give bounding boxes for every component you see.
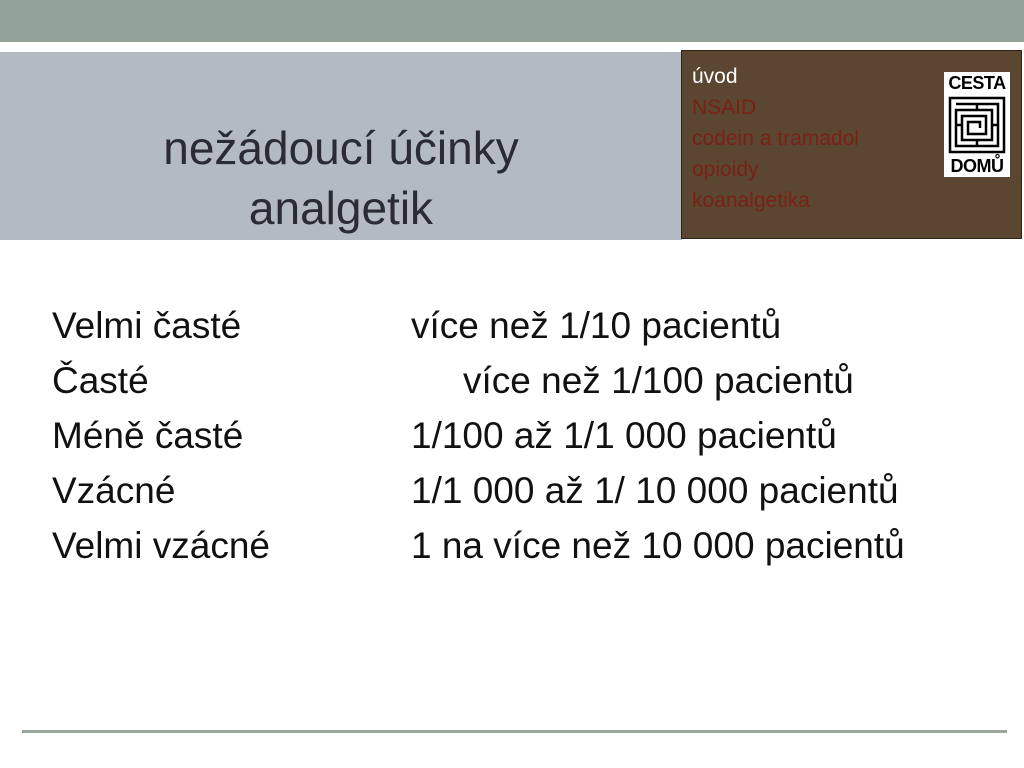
cesta-domu-logo	[944, 72, 1010, 177]
slide-title-line-1: nežádoucí účinky	[163, 122, 519, 174]
frequency-value: 1 na více než 10 000 pacientů	[411, 525, 905, 566]
frequency-value: více než 1/10 pacientů	[411, 305, 782, 346]
navigation-list	[692, 61, 859, 216]
frequency-value: 1/100 až 1/1 000 pacientů	[411, 415, 837, 456]
frequency-label: Vzácné	[52, 470, 176, 511]
navigation-panel	[681, 50, 1022, 239]
frequency-value: 1/1 000 až 1/ 10 000 pacientů	[411, 470, 899, 511]
nav-item-nsaid[interactable]: NSAID	[692, 96, 757, 119]
slide-title-line-2: analgetik	[248, 182, 434, 234]
nav-item-uvod[interactable]: úvod	[692, 65, 738, 88]
nav-item-opioidy[interactable]: opioidy	[692, 158, 759, 181]
frequency-label: Méně časté	[52, 415, 244, 456]
frequency-label: Velmi časté	[52, 305, 242, 346]
frequency-label: Časté	[52, 360, 149, 401]
frequency-value: více než 1/100 pacientů	[463, 360, 854, 401]
top-bar	[0, 0, 1024, 42]
footer-divider	[22, 730, 1007, 733]
nav-item-koanalgetika[interactable]: koanalgetika	[692, 189, 810, 212]
nav-item-codein-tramadol[interactable]: codein a tramadol	[692, 127, 859, 150]
logo-bottom-text: DOMŮ	[950, 156, 1004, 176]
maze-icon	[948, 96, 1006, 154]
logo-top-text: CESTA	[948, 73, 1006, 93]
slide-title	[0, 118, 682, 238]
frequency-label: Velmi vzácné	[52, 525, 270, 566]
